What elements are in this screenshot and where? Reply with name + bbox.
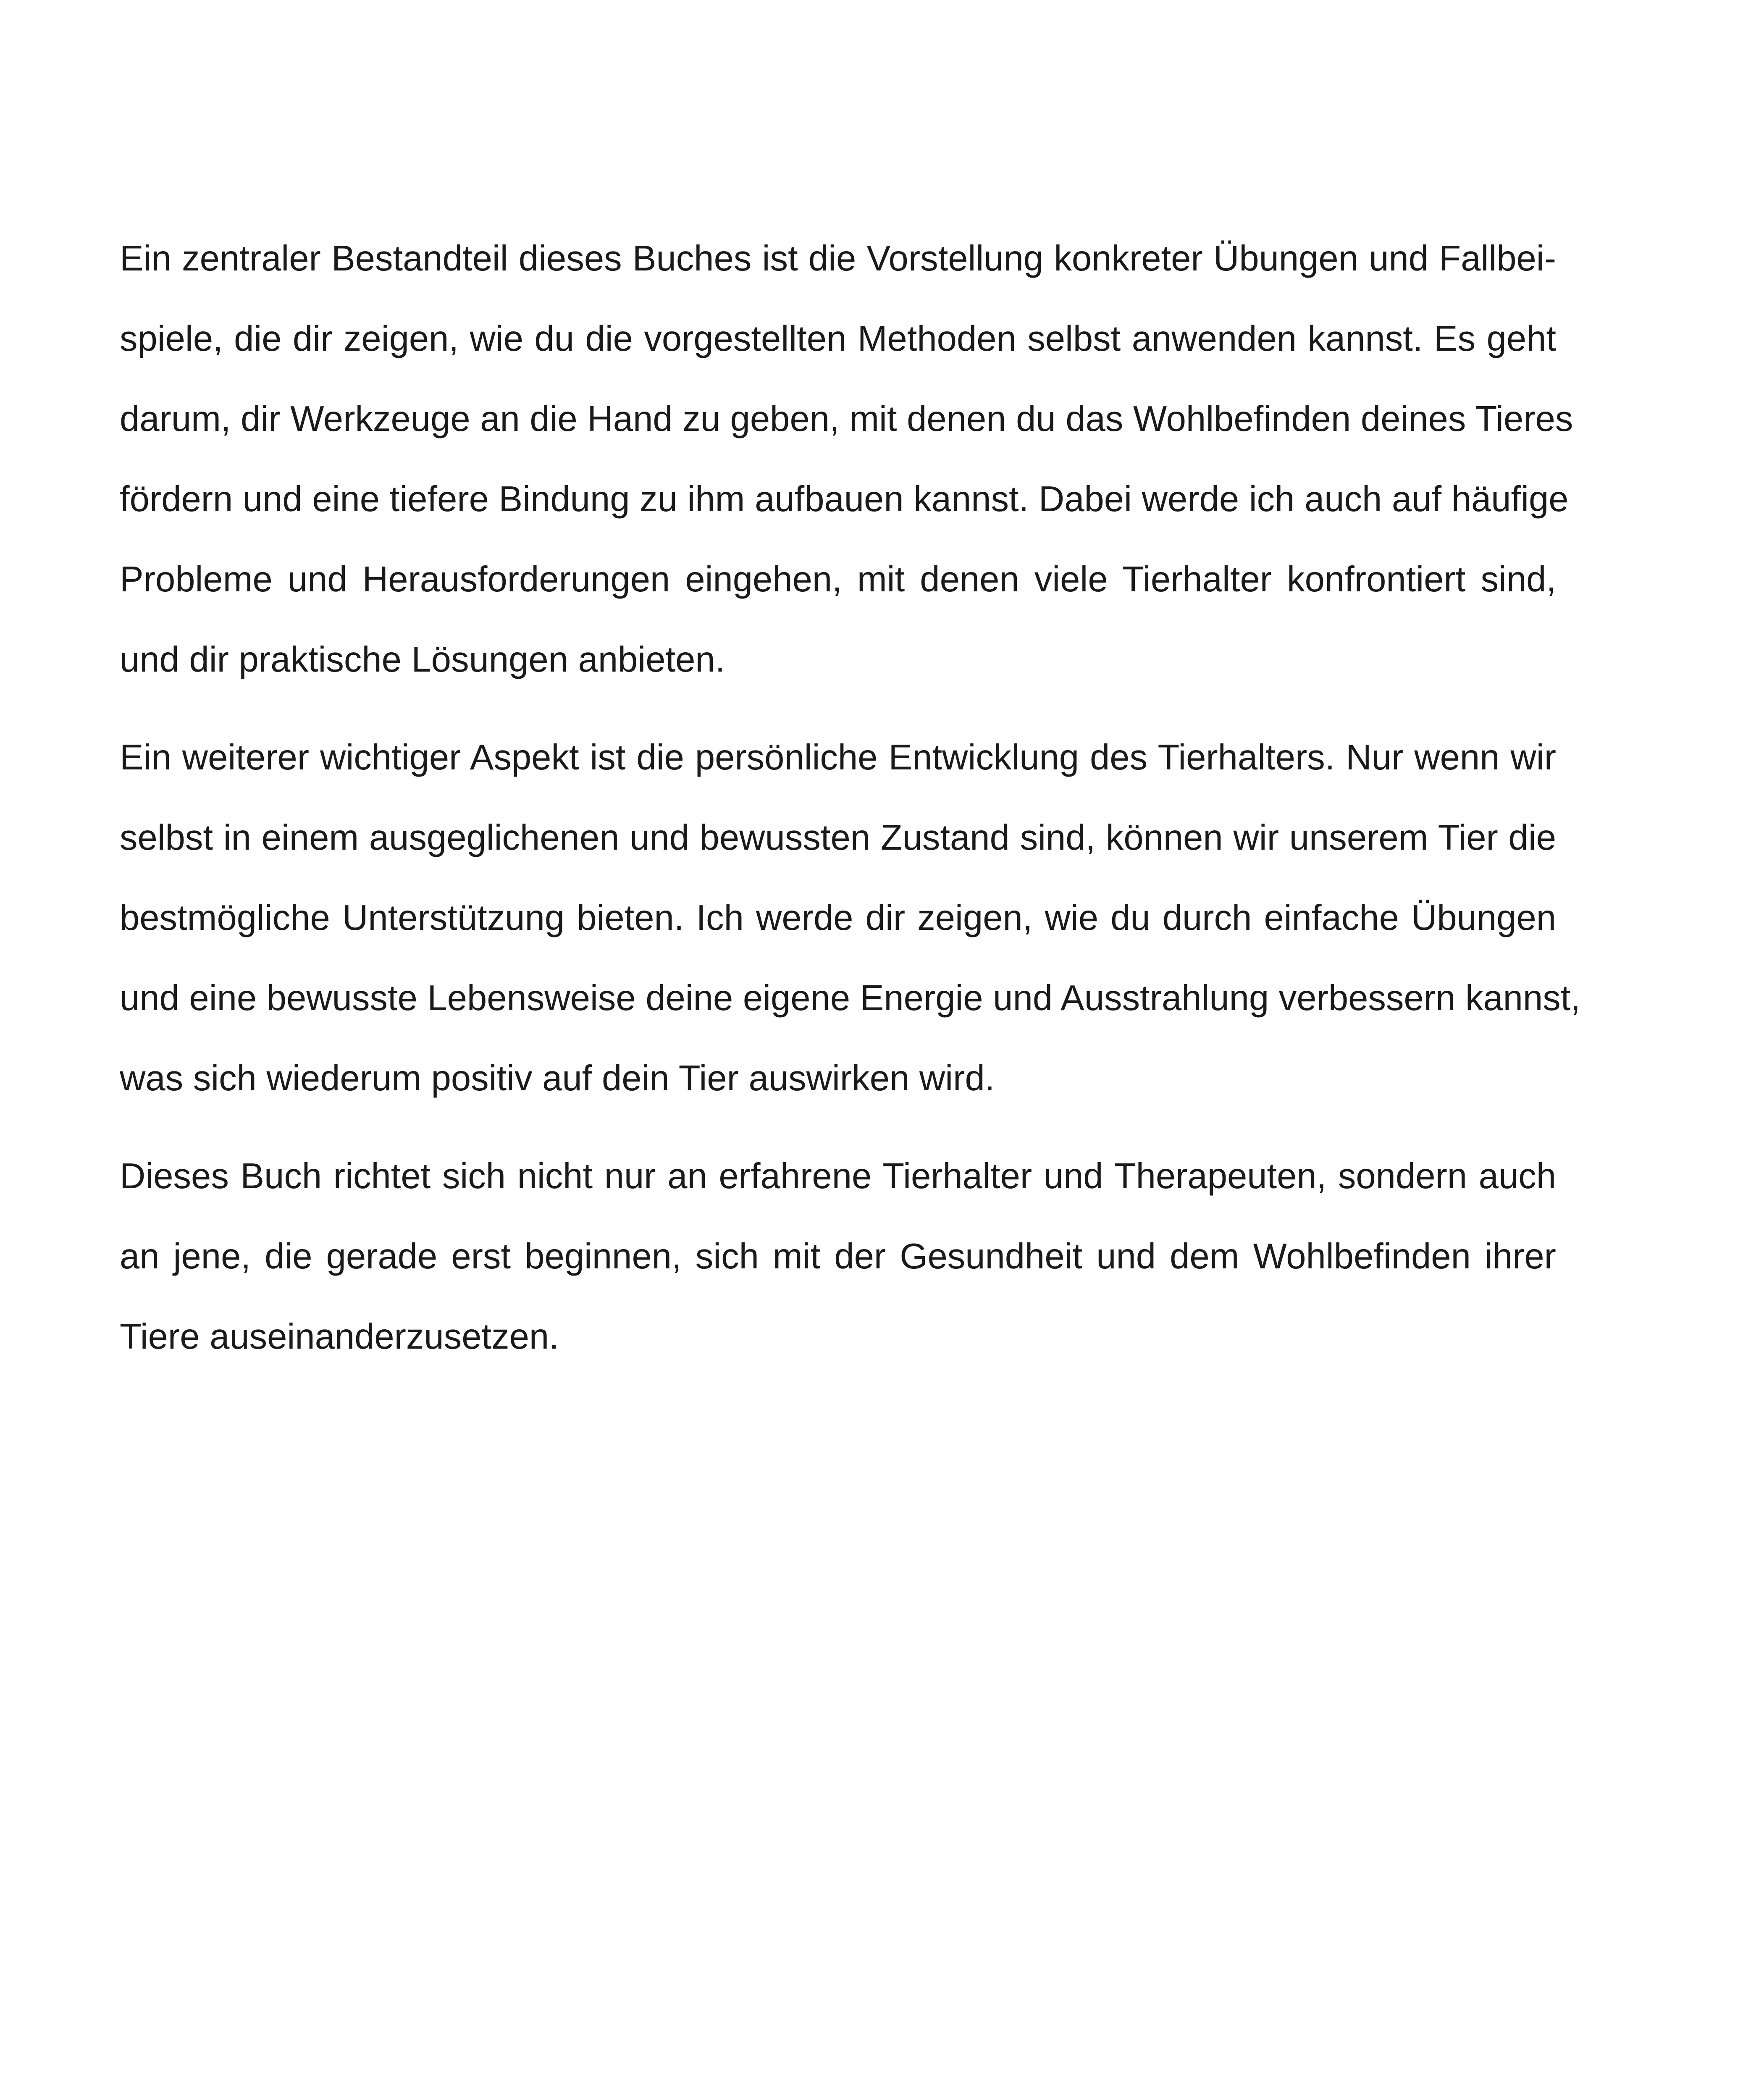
- text-line: und dir praktische Lösungen anbieten.: [120, 640, 725, 680]
- text-line: und eine bewusste Lebensweise deine eigene Energie und Ausstrahlung verbessern kannst,: [120, 978, 1580, 1018]
- text-line: Probleme und Herausforderungen eingehen, mit denen viele Tierhalter konfrontiert sind,: [120, 559, 1556, 599]
- body-text: [120, 218, 1580, 1377]
- text-line: fördern und eine tiefere Bindung zu ihm aufbauen kannst. Dabei werde ich auch auf häufige: [120, 479, 1569, 519]
- paragraph-1: [120, 218, 1573, 700]
- text-line: was sich wiederum positiv auf dein Tier auswirken wird.: [120, 1058, 995, 1098]
- text-line: Ein zentraler Bestandteil dieses Buches ist die Vorstellung konkreter Übungen und Fallbei-: [120, 239, 1556, 278]
- text-line: Dieses Buch richtet sich nicht nur an erfahrene Tierhalter und Therapeuten, sondern auch: [120, 1156, 1556, 1196]
- text-line: bestmögliche Unterstützung bieten. Ich werde dir zeigen, wie du durch einfache Übungen: [120, 898, 1556, 938]
- text-line: Tiere auseinanderzusetzen.: [120, 1317, 559, 1357]
- paragraph-3: [120, 1136, 1556, 1377]
- text-line: an jene, die gerade erst beginnen, sich mit der Gesundheit und dem Wohlbefinden ihrer: [120, 1236, 1556, 1276]
- text-line: Ein weiterer wichtiger Aspekt ist die persönliche Entwicklung des Tierhalters. Nur wenn wir: [120, 738, 1556, 777]
- text-line: selbst in einem ausgeglichenen und bewussten Zustand sind, können wir unserem Tier die: [120, 818, 1556, 858]
- paragraph-2: [120, 717, 1580, 1118]
- text-line: spiele, die dir zeigen, wie du die vorgestellten Methoden selbst anwenden kannst. Es geht: [120, 319, 1556, 359]
- text-line: darum, dir Werkzeuge an die Hand zu geben, mit denen du das Wohlbefinden deines Tieres: [120, 399, 1573, 439]
